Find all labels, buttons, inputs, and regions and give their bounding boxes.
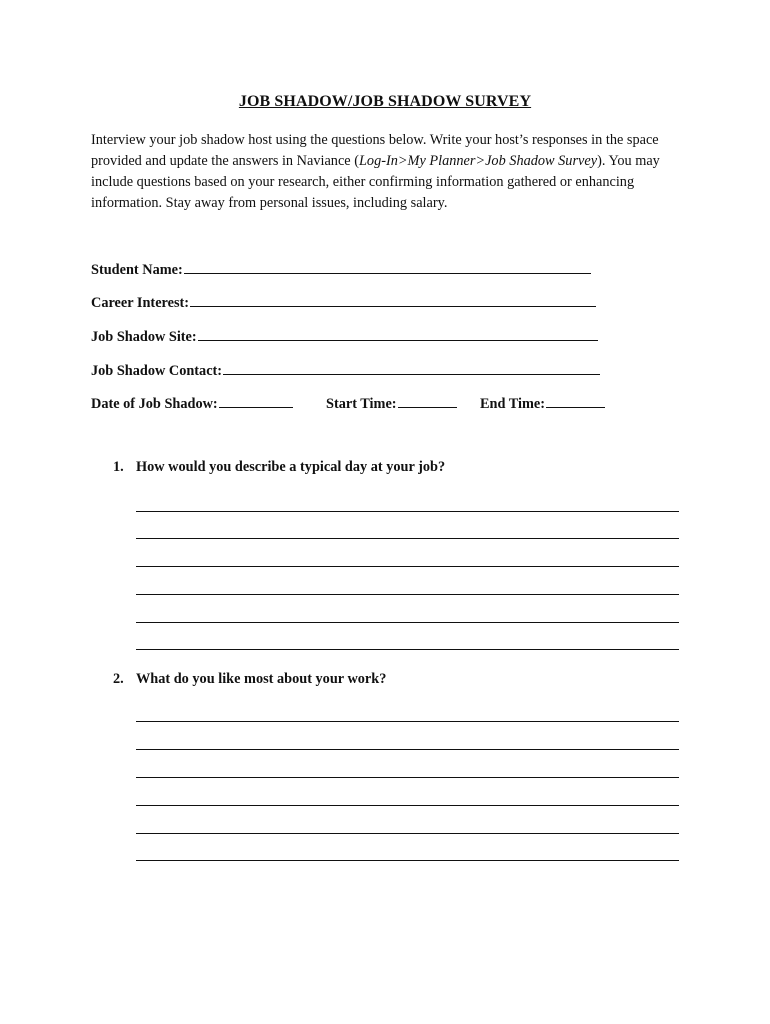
question-2-number: 2. [113,671,124,687]
question-2-text: What do you like most about your work? [136,671,387,687]
career-interest-blank[interactable] [190,292,596,307]
question-2 [113,671,386,688]
student-name-blank[interactable] [184,259,591,274]
intro-text-part1: Interview your job shadow host using the questions below. Write your host’s responses in the space provided and update the answers in Naviance ( [91,132,659,169]
intro-navigation-path: Log-In>My Planner>Job Shadow Survey [358,153,598,169]
job-shadow-contact-field[interactable] [91,360,600,380]
answer-line[interactable] [136,511,679,512]
question-1-number: 1. [113,459,124,475]
career-interest-field[interactable] [91,292,596,312]
answer-line[interactable] [136,566,679,567]
answer-line[interactable] [136,777,679,778]
job-shadow-site-field[interactable] [91,326,598,346]
answer-line[interactable] [136,622,679,623]
question-1-text: How would you describe a typical day at your job? [136,459,446,475]
answer-line[interactable] [136,833,679,834]
intro-paragraph [91,130,691,214]
job-shadow-site-label: Job Shadow Site: [91,329,197,345]
end-time-field[interactable] [480,393,605,413]
question-1 [113,459,445,476]
job-shadow-contact-blank[interactable] [223,360,600,375]
answer-line[interactable] [136,805,679,806]
answer-line[interactable] [136,749,679,750]
start-time-field[interactable] [326,393,457,413]
job-shadow-site-blank[interactable] [198,326,598,341]
answer-line[interactable] [136,649,679,650]
end-time-label: End Time: [480,396,546,412]
date-of-job-shadow-field[interactable] [91,393,293,413]
intro-text-part2: ). You may include questions based on your research, either confirming information gathered or enhancing information. Stay away from personal issues, including salary. [91,153,660,211]
student-name-label: Student Name: [91,262,183,278]
end-time-blank[interactable] [546,393,605,408]
start-time-label: Start Time: [326,396,397,412]
answer-line[interactable] [136,594,679,595]
date-of-job-shadow-blank[interactable] [219,393,293,408]
career-interest-label: Career Interest: [91,295,190,311]
answer-line[interactable] [136,860,679,861]
answer-line[interactable] [136,721,679,722]
job-shadow-contact-label: Job Shadow Contact: [91,363,223,379]
student-name-field[interactable] [91,259,591,279]
answer-line[interactable] [136,538,679,539]
document-title: JOB SHADOW/JOB SHADOW SURVEY [238,93,532,110]
start-time-blank[interactable] [398,393,457,408]
date-of-job-shadow-label: Date of Job Shadow: [91,396,218,412]
